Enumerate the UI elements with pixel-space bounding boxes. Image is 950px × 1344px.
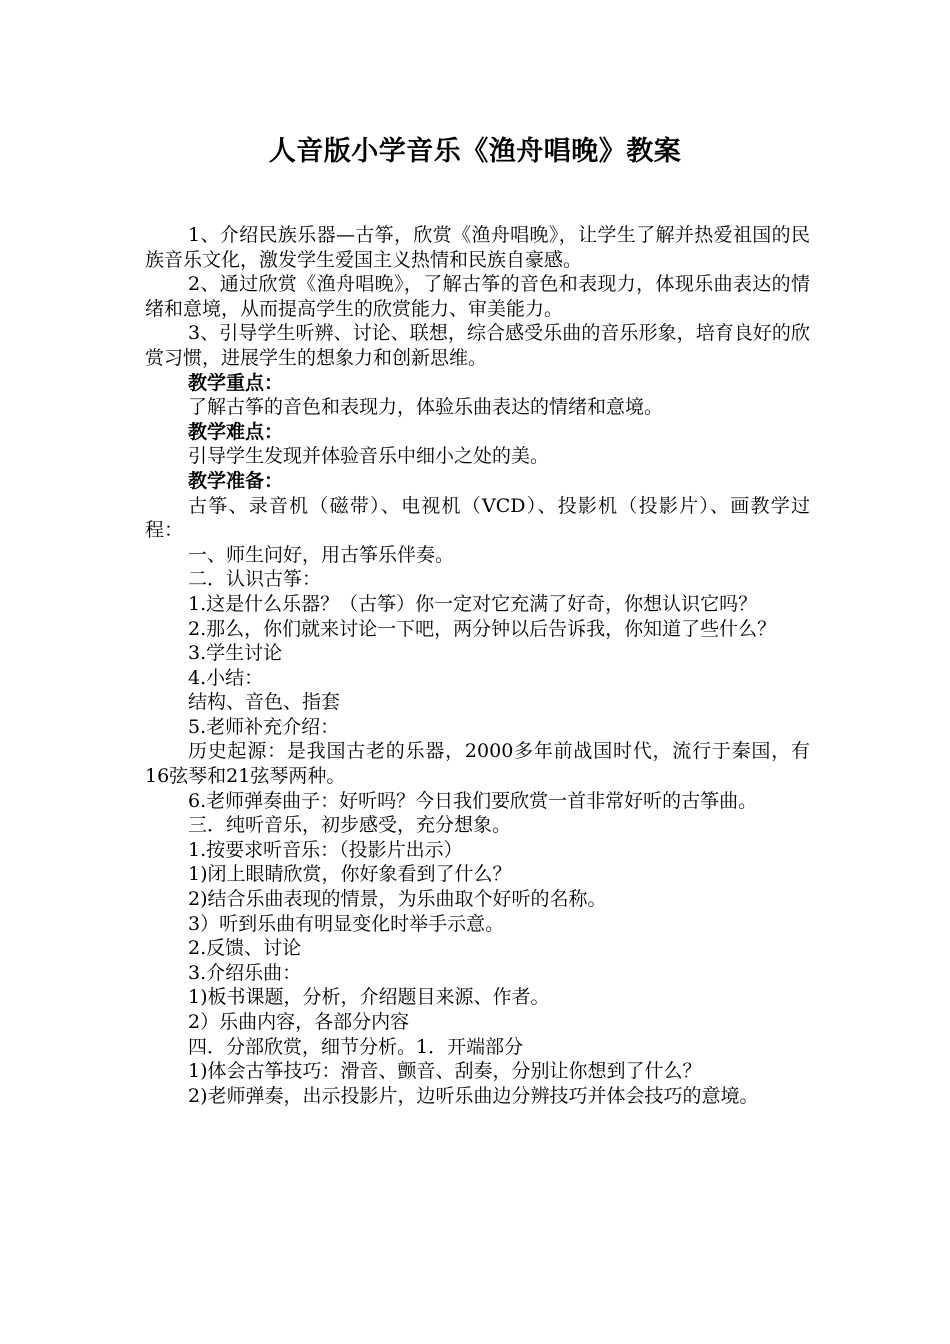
step-2-item-4: 4.小结：: [188, 666, 264, 689]
step-3-sub-3: 3）听到乐曲有明显变化时举手示意。: [188, 912, 505, 935]
objective-3: 3、引导学生听辨、讨论、联想，综合感受乐曲的音乐形象，培育良好的欣赏习惯，进展学生的想象力和创新思维。: [145, 322, 810, 369]
step-3-sub-5: 2）乐曲内容，各部分内容: [188, 1011, 410, 1033]
step-3-sub-2: 2)结合乐曲表现的情景，为乐曲取个好听的名称。: [188, 888, 607, 911]
history-text: 历史起源：是我国古老的乐器，2000多年前战国时代，流行于秦国，有16弦琴和21弦琴两种。: [145, 740, 810, 788]
step-2-heading: 二．认识古筝：: [188, 568, 322, 591]
step-2-item-6: 6.老师弹奏曲子：好听吗？今日我们要欣赏一首非常好听的古筝曲。: [188, 789, 758, 812]
step-3-item-3: 3.介绍乐曲：: [188, 961, 302, 984]
step-3-sub-4: 1)板书课题，分析，介绍题目来源、作者。: [188, 986, 550, 1009]
step-3-sub-1: 1)闭上眼睛欣赏，你好象看到了什么？: [188, 863, 512, 886]
step-1: 一、师生问好，用古筝乐伴奏。: [188, 543, 455, 566]
step-3-item-1: 1.按要求听音乐：（投影片出示）: [188, 838, 463, 861]
key-points-text: 了解古筝的音色和表现力，体验乐曲表达的情绪和意境。: [188, 396, 664, 419]
step-4-sub-2: 2)老师弹奏，出示投影片，边听乐曲边分辨技巧并体会技巧的意境。: [188, 1084, 759, 1107]
difficulties-heading: 教学难点：: [188, 420, 284, 443]
step-4-sub-1: 1)体会古筝技巧：滑音、颤音、刮奏，分别让你想到了什么？: [188, 1060, 702, 1083]
step-4-heading: 四．分部欣赏，细节分析。1．开端部分: [188, 1035, 524, 1058]
step-3-heading: 三．纯听音乐，初步感受，充分想象。: [188, 814, 512, 837]
step-2-item-2: 2.那么，你们就来讨论一下吧，两分钟以后告诉我，你知道了些什么？: [188, 617, 777, 640]
document-title: 人音版小学音乐《渔舟唱晚》教案: [268, 136, 682, 167]
step-2-item-5: 5.老师补充介绍：: [188, 715, 340, 738]
difficulties-text: 引导学生发现并体验音乐中细小之处的美。: [188, 445, 550, 468]
objective-2: 2、通过欣赏《渔舟唱晚》，了解古筝的音色和表现力，体现乐曲表达的情绪和意境，从而提高学生的欣赏能力、审美能力。: [145, 273, 810, 320]
objective-1: 1、介绍民族乐器—古筝，欣赏《渔舟唱晚》，让学生了解并热爱祖国的民族音乐文化，激发学生爱国主义热情和民族自豪感。: [145, 224, 810, 271]
step-2-item-1: 1.这是什么乐器？（古筝）你一定对它充满了好奇，你想认识它吗？: [188, 592, 758, 615]
preparation-text: 古筝、录音机（磁带）、电视机（VCD）、投影机（投影片）、画教学过程：: [145, 494, 810, 542]
key-points-heading: 教学重点：: [188, 371, 284, 394]
preparation-heading: 教学准备：: [188, 469, 284, 492]
step-3-item-2: 2.反馈、讨论: [188, 937, 302, 960]
document-body: [145, 223, 810, 1108]
step-2-summary: 结构、音色、指套: [188, 691, 341, 714]
step-2-item-3: 3.学生讨论: [188, 642, 283, 665]
